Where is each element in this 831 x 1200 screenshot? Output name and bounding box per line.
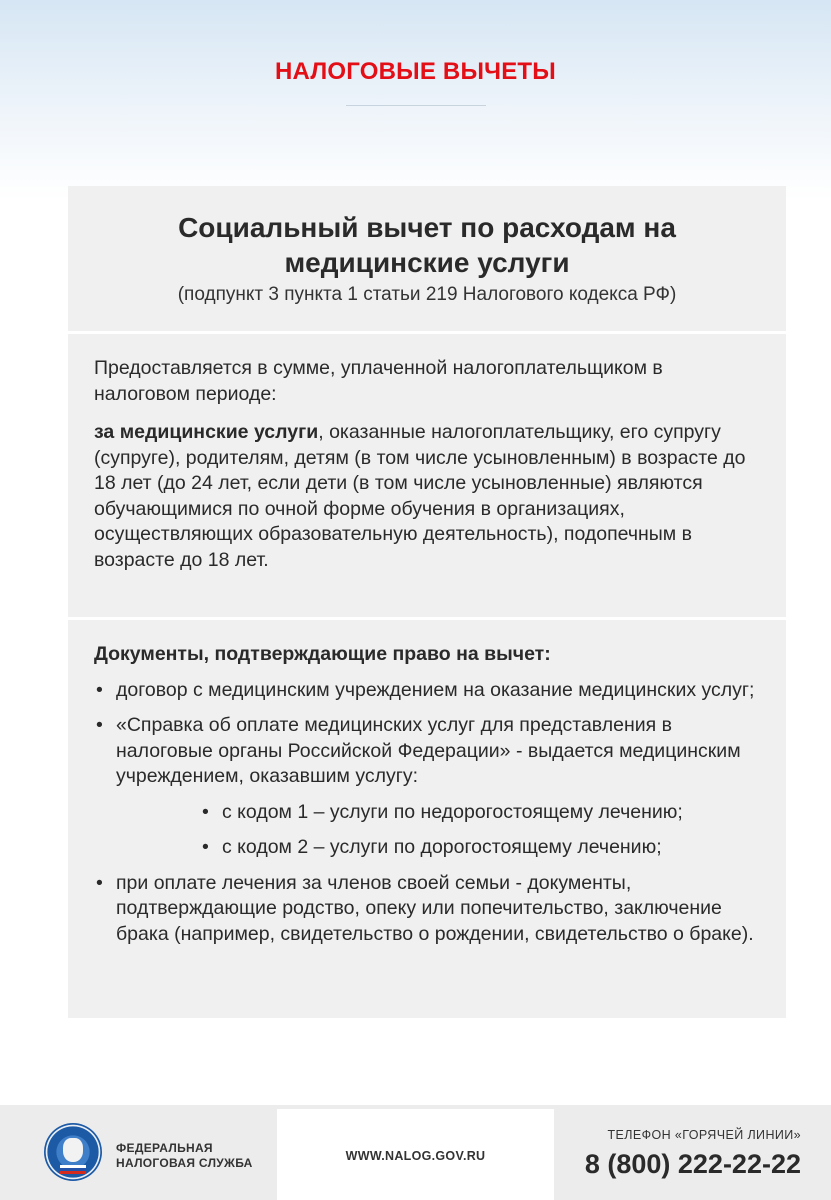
documents-card: [68, 620, 786, 1018]
flag-icon: [60, 1165, 86, 1174]
org-name: [116, 1141, 253, 1171]
list-item: • при оплате лечения за членов своей семьи - документы, подтверждающие родство, опеку или попечительство, заключение брака (например, свидетельство о рождении, свидетельство о браке).: [94, 871, 760, 948]
legal-reference: (подпункт 3 пункта 1 статьи 219 Налогового кодекса РФ): [177, 284, 677, 305]
sublist-item: • с кодом 2 – услуги по дорогостоящему лечению;: [200, 835, 760, 861]
list-item-text: «Справка об оплате медицинских услуг для представления в налоговые органы Российской Федерации» - выдается медицинским учреждением, оказавшим услугу:: [116, 714, 741, 787]
eligibility-details: [94, 420, 760, 573]
eligibility-bold-lead: за медицинские услуги: [94, 421, 319, 443]
deduction-title-card: [68, 186, 786, 331]
list-item: [94, 713, 760, 861]
page-heading: НАЛОГОВЫЕ ВЫЧЕТЫ: [275, 58, 556, 85]
eligibility-text: , оказанные налогоплательщику, его супругу (супруге), родителям, детям (в том числе усыновленным) в возрасте до 18 лет (до 24 лет, если дети (в том числе усыновленные) являются обучающимися по очной форме обучения в организациях, осуществляющих образовательную деятельность), подопечным в возрасте до 18 лет.: [94, 421, 746, 571]
hotline-label: ТЕЛЕФОН «ГОРЯЧЕЙ ЛИНИИ»: [607, 1128, 801, 1142]
deduction-title-line-2: медицинские услуги: [284, 247, 570, 278]
org-name-line-2: НАЛОГОВАЯ СЛУЖБА: [116, 1156, 253, 1170]
footer: [0, 1105, 831, 1200]
deduction-title: [68, 210, 786, 280]
website-box: [277, 1109, 554, 1200]
eagle-icon: [63, 1138, 83, 1162]
org-name-line-1: ФЕДЕРАЛЬНАЯ: [116, 1141, 213, 1155]
deduction-title-line-1: Социальный вычет по расходам на: [178, 212, 676, 243]
sublist-item: • с кодом 1 – услуги по недорогостоящему лечению;: [200, 800, 760, 826]
documents-title: Документы, подтверждающие право на вычет:: [94, 643, 551, 665]
heading-divider: [346, 105, 486, 106]
list-item: • договор с медицинским учреждением на оказание медицинских услуг;: [94, 678, 760, 704]
eligibility-intro: Предоставляется в сумме, уплаченной налогоплательщиком в налоговом периоде:: [94, 357, 663, 405]
fns-emblem-icon: [44, 1123, 102, 1181]
website-link[interactable]: WWW.NALOG.GOV.RU: [345, 1149, 486, 1163]
hotline-number[interactable]: 8 (800) 222-22-22: [584, 1149, 801, 1179]
documents-list: [94, 678, 760, 948]
eligibility-card: [68, 334, 786, 617]
code-sublist: [200, 800, 760, 861]
